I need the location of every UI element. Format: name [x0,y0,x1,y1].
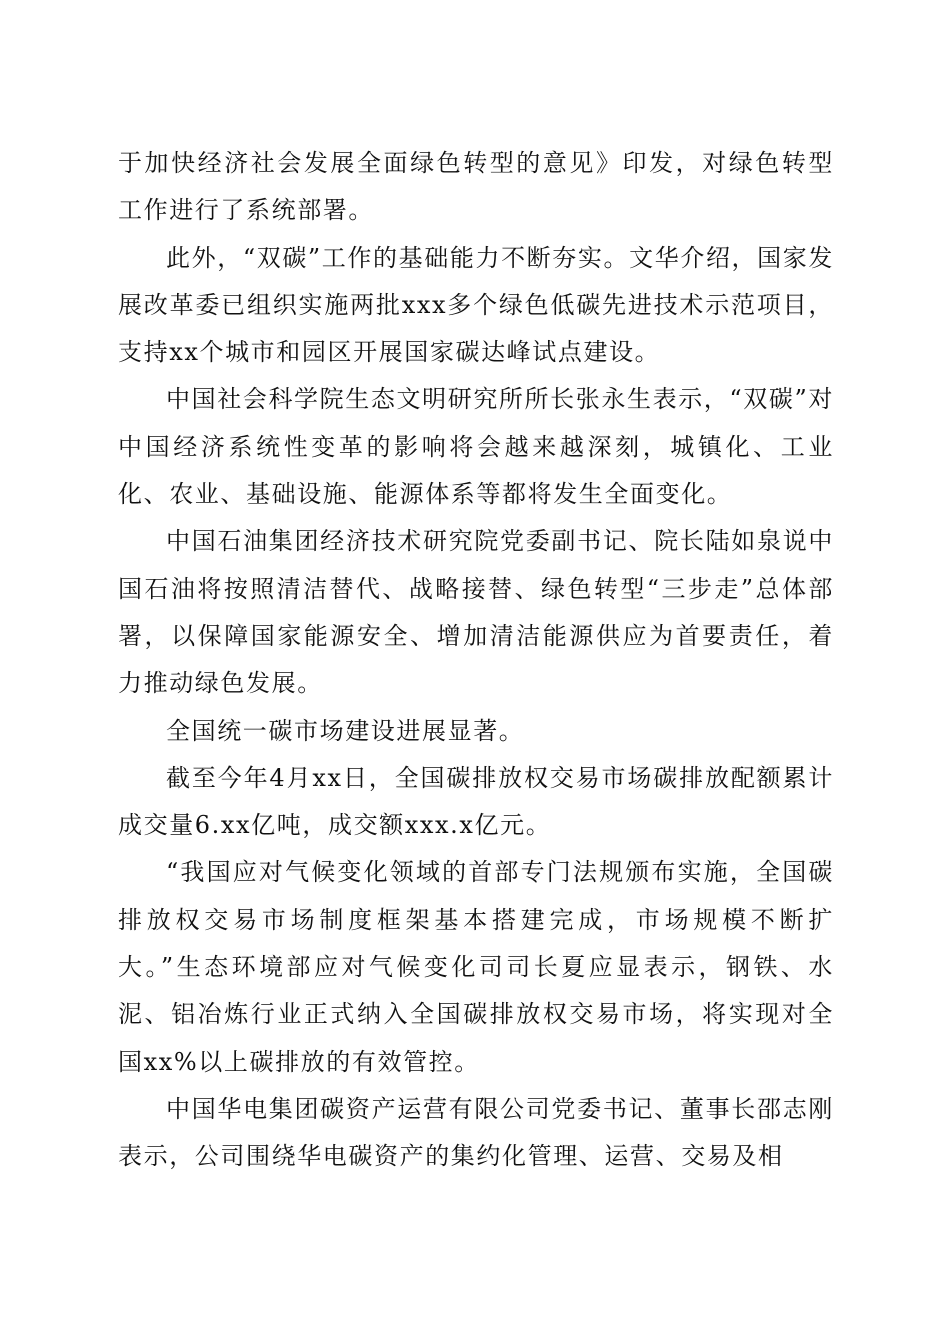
paragraph: 截至今年4月xx日，全国碳排放权交易市场碳排放配额累计成交量6.xx亿吨，成交额xxx.x亿元。 [118,763,834,840]
document-body [118,140,834,1181]
paragraph: 此外，“双碳”工作的基础能力不断夯实。文华介绍，国家发展改革委已组织实施两批xxx多个绿色低碳先进技术示范项目，支持xx个城市和园区开展国家碳达峰试点建设。 [118,243,834,367]
paragraph: 全国统一碳市场建设进展显著。 [166,716,525,745]
paragraph: “我国应对气候变化领域的首部专门法规颁布实施，全国碳排放权交易市场制度框架基本搭建完成，市场规模不断扩大。”生态环境部应对气候变化司司长夏应显表示，钢铁、水泥、铝冶炼行业正式纳入全国碳排放权交易市场，将实现对全国xx%以上碳排放的有效管控。 [118,858,834,1076]
paragraph: 中国社会科学院生态文明研究所所长张永生表示，“双碳”对中国经济系统性变革的影响将会越来越深刻，城镇化、工业化、农业、基础设施、能源体系等都将发生全面变化。 [118,385,834,509]
paragraph: 中国华电集团碳资产运营有限公司党委书记、董事长邵志刚表示，公司围绕华电碳资产的集约化管理、运营、交易及相 [118,1094,834,1171]
paragraph: 中国石油集团经济技术研究院党委副书记、院长陆如泉说中国石油将按照清洁替代、战略接替、绿色转型“三步走”总体部署，以保障国家能源安全、增加清洁能源供应为首要责任，着力推动绿色发展。 [118,527,834,698]
paragraph: 于加快经济社会发展全面绿色转型的意见》印发，对绿色转型工作进行了系统部署。 [118,149,834,225]
